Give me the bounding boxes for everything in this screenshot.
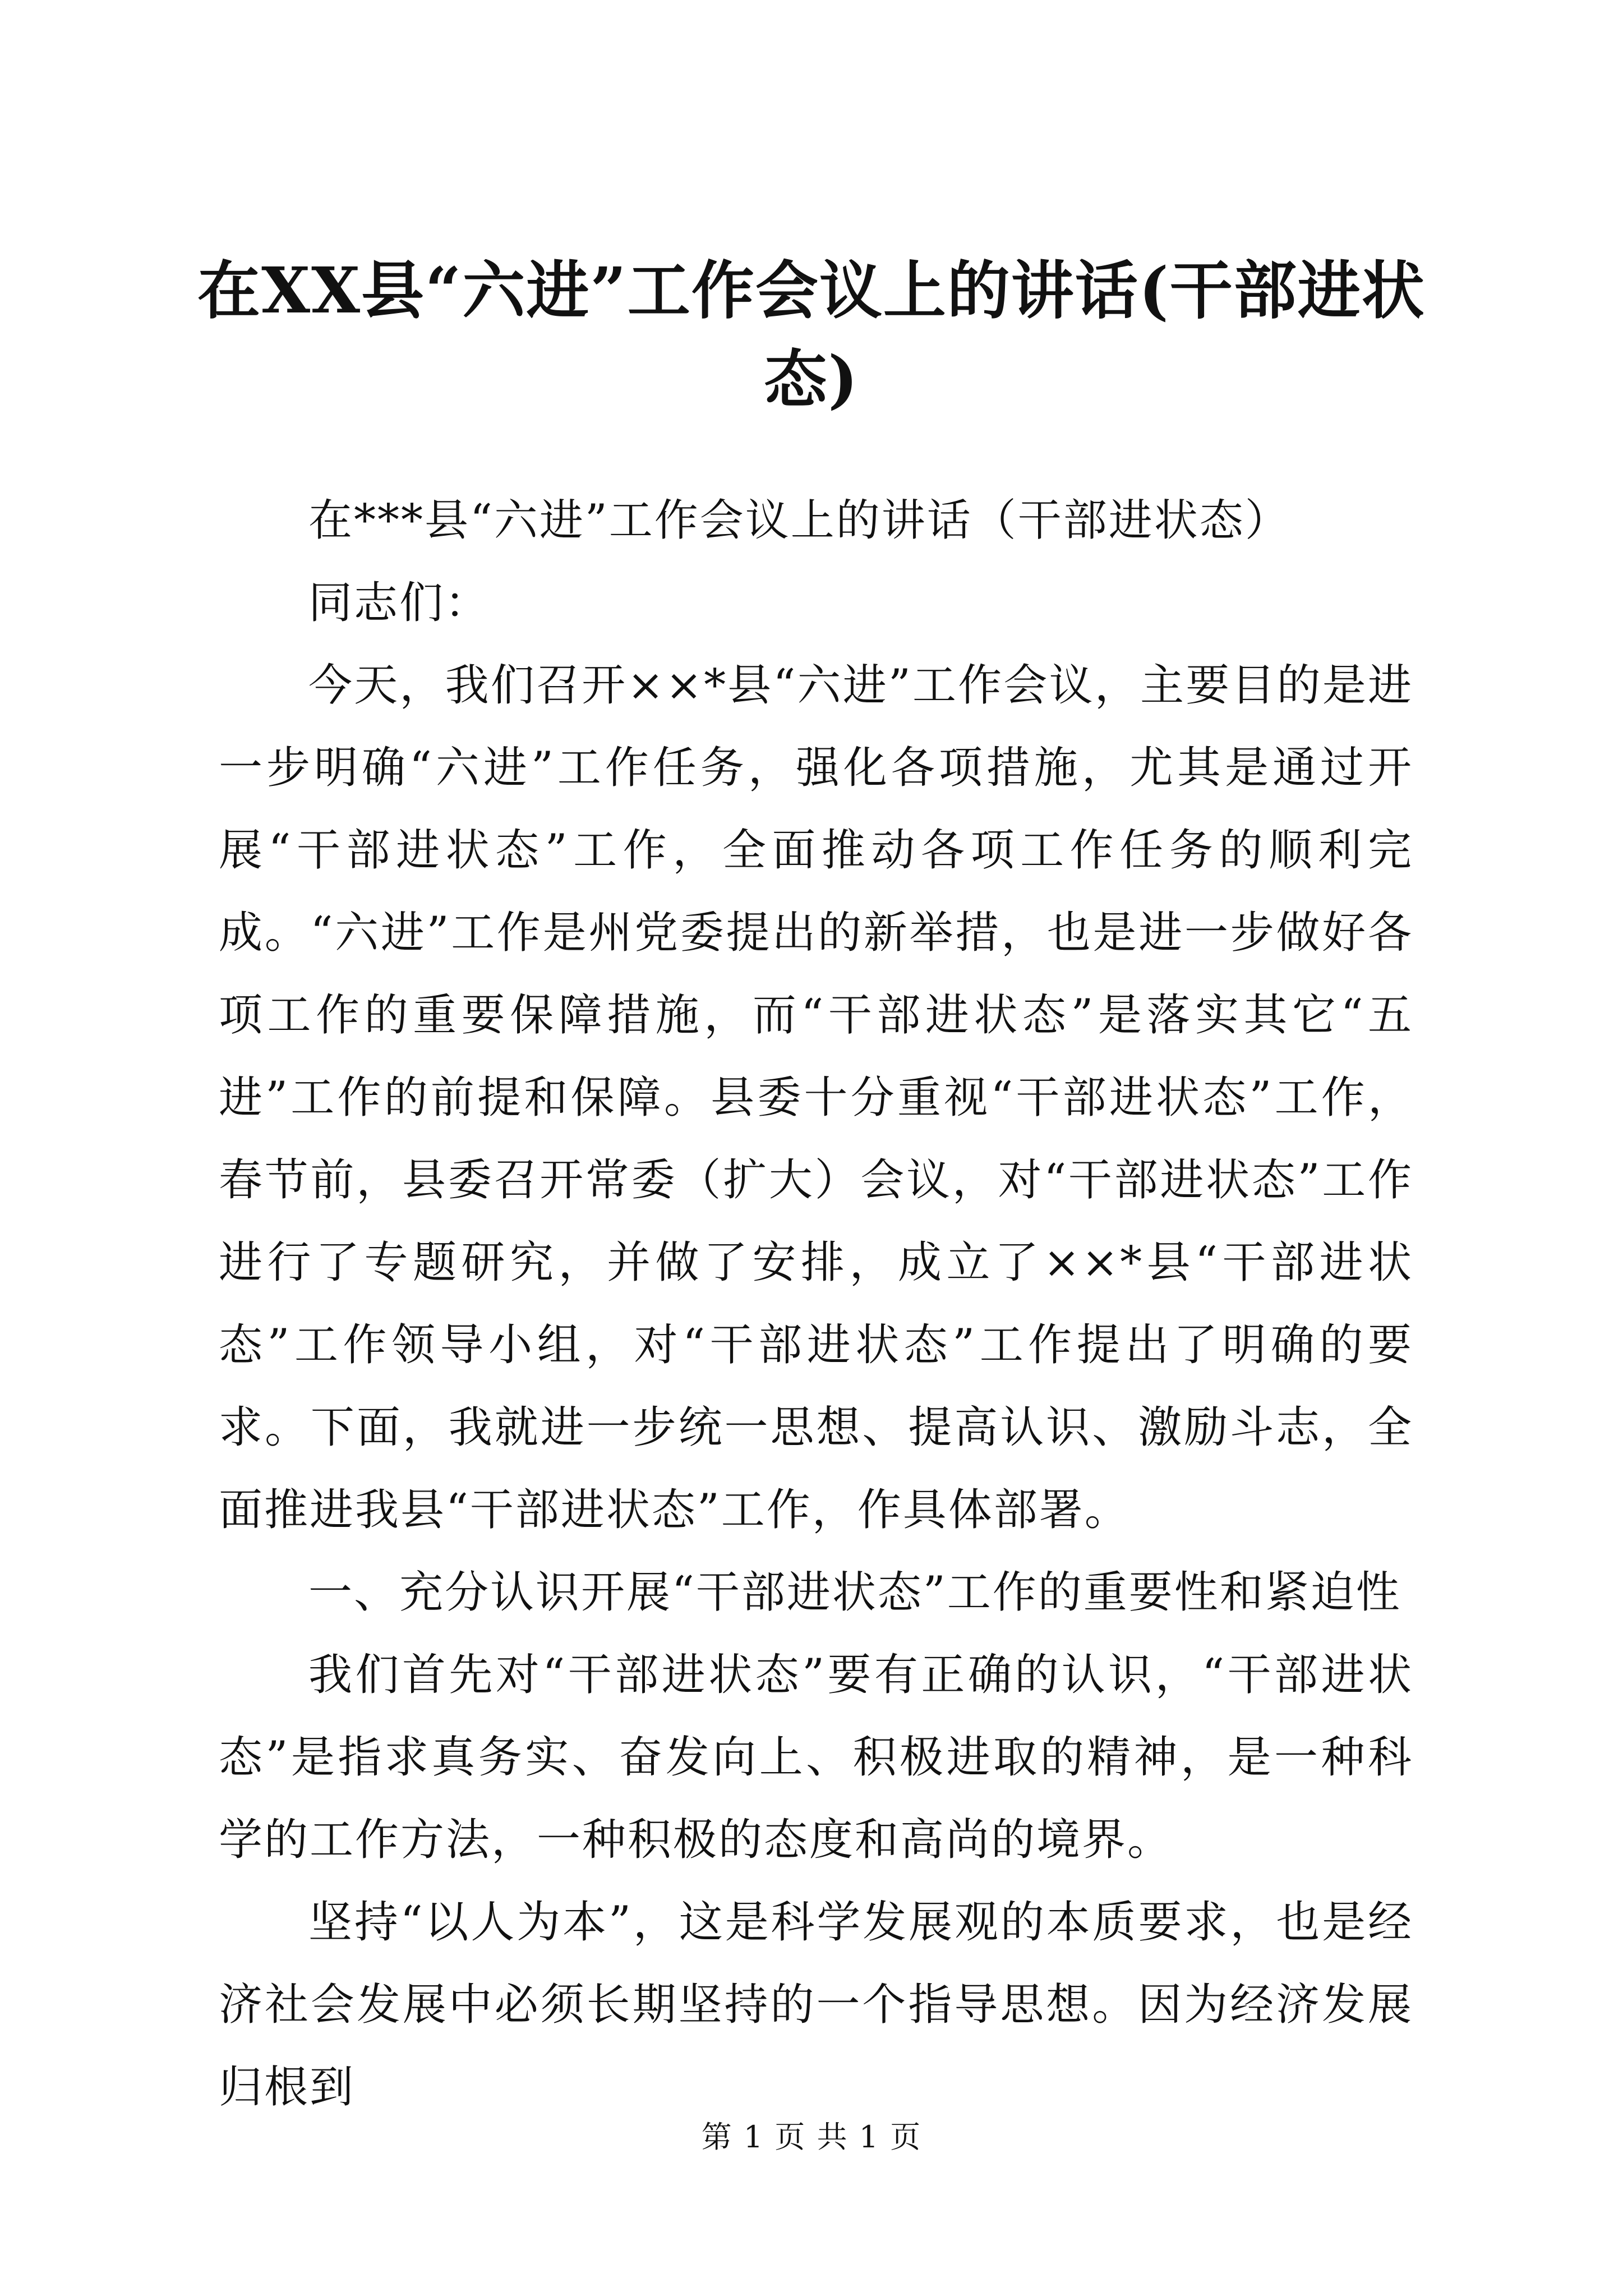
page-footer: 第 1 页 共 1 页 [701,2119,922,2155]
paragraph-subtitle: 在***县“六进”工作会议上的讲话（干部进状态） [308,495,1290,546]
paragraph-people-oriented: 坚持“以人为本”，这是科学发展观的本质要求，也是经济社会发展中必须长期坚持的一个指导思想。因为经济发展归根到 [219,1897,1413,2113]
paragraph-salutation: 同志们： [308,578,491,628]
paragraph-intro: 今天，我们召开××*县“六进”工作会议，主要目的是进一步明确“六进”工作任务，强化各项措施，尤其是通过开展“干部进状态”工作，全面推动各项工作任务的顺利完成。“六进”工作是州党委提出的新举措，也是进一步做好各项工作的重要保障措施，而“干部进状态”是落实其它“五进”工作的前提和保障。县委十分重视“干部进状态”工作，春节前，县委召开常委（扩大）会议，对“干部进状态”工作进行了专题研究，并做了安排，成立了××*县“干部进状态”工作领导小组，对“干部进状态”工作提出了明确的要求。下面，我就进一步统一思想、提高认识、激励斗志，全面推进我县“干部进状态”工作，作具体部署。 [219,660,1413,1535]
document-title: 在XX县“六进”工作会议上的讲话(干部进状态) [197,254,1426,416]
paragraph-definition: 我们首先对“干部进状态”要有正确的认识，“干部进状态”是指求真务实、奋发向上、积极进取的精神，是一种科学的工作方法，一种积极的态度和高尚的境界。 [219,1650,1413,1865]
document-body [219,480,1413,2129]
section-heading-1: 一、充分认识开展“干部进状态”工作的重要性和紧迫性 [308,1567,1401,1618]
